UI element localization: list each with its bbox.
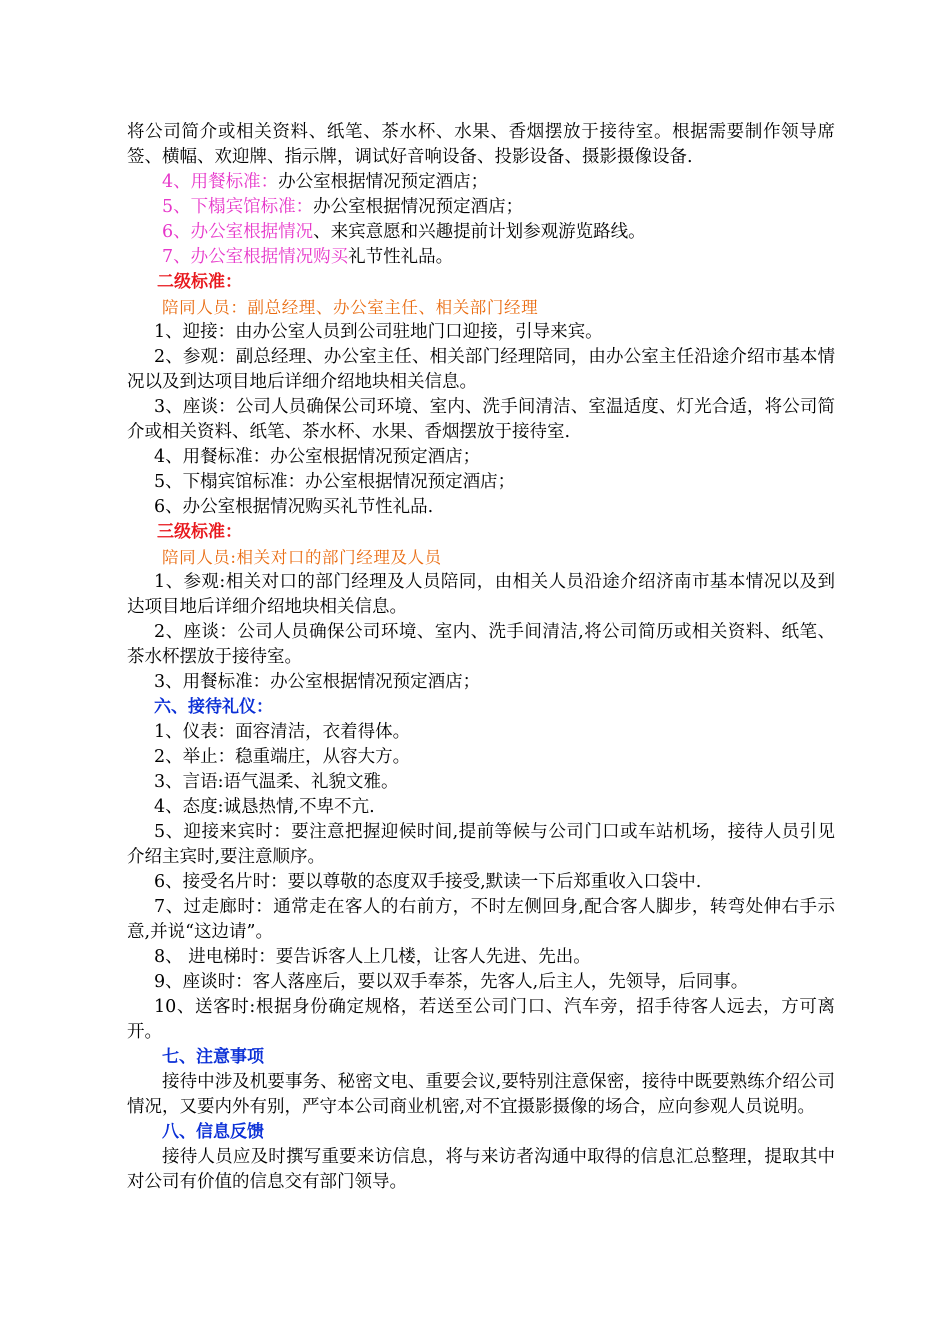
etiquette-item: 6、接受名片时：要以尊敬的态度双手接受,默读一下后郑重收入口袋中. <box>154 872 702 892</box>
document-page <box>127 120 835 1195</box>
level2-item: 6、办公室根据情况购买礼节性礼品. <box>154 497 434 517</box>
level3-heading: 三级标准： <box>157 522 242 542</box>
level2-item: 4、用餐标准：办公室根据情况预定酒店； <box>154 447 481 467</box>
level1-item-6-label: 6、办公室根据情况 <box>162 222 314 242</box>
level2-heading: 二级标准： <box>157 272 242 292</box>
etiquette-item: 4、态度:诚恳热情,不卑不亢. <box>154 797 375 817</box>
section8-text: 接待人员应及时撰写重要来访信息，将与来访者沟通中取得的信息汇总整理，提取其中对公司有价值的信息交有部门领导。 <box>127 1147 835 1192</box>
etiquette-item: 9、座谈时：客人落座后，要以双手奉茶，先客人,后主人，先领导，后同事。 <box>154 972 749 992</box>
level2-escort: 陪同人员：副总经理、办公室主任、相关部门经理 <box>162 298 539 317</box>
level3-item: 3、用餐标准：办公室根据情况预定酒店； <box>154 672 481 692</box>
level1-item-5-text: 办公室根据情况预定酒店； <box>313 197 524 217</box>
level1-item-4 <box>127 170 835 195</box>
level1-item-7 <box>127 245 835 270</box>
level1-item-7-text: 礼节性礼品。 <box>348 247 454 267</box>
etiquette-item: 3、言语:语气温柔、礼貌文雅。 <box>154 772 399 792</box>
section7-text: 接待中涉及机要事务、秘密文电、重要会议,要特别注意保密，接待中既要熟练介绍公司情况，又要内外有别，严守本公司商业机密,对不宜摄影摄像的场合，应向参观人员说明。 <box>127 1072 835 1117</box>
level2-item: 2、参观：副总经理、办公室主任、相关部门经理陪同，由办公室主任沿途介绍市基本情况以及到达项目地后详细介绍地块相关信息。 <box>127 347 835 392</box>
section7-heading: 七、注意事项 <box>162 1047 264 1067</box>
level2-item: 5、下榻宾馆标准：办公室根据情况预定酒店； <box>154 472 516 492</box>
level1-item-7-label: 7、办公室根据情况购买 <box>162 247 349 267</box>
etiquette-item: 5、迎接来宾时：要注意把握迎候时间,提前等候与公司门口或车站机场，接待人员引见介绍主宾时,要注意顺序。 <box>127 822 835 867</box>
etiquette-item: 1、仪表：面容清洁，衣着得体。 <box>154 722 411 742</box>
level1-item-4-label: 4、用餐标准： <box>162 172 279 192</box>
level1-item-5 <box>127 195 835 220</box>
level1-item-5-label: 5、下榻宾馆标准： <box>162 197 314 217</box>
level3-item: 1、参观:相关对口的部门经理及人员陪同，由相关人员沿途介绍济南市基本情况以及到达项目地后详细介绍地块相关信息。 <box>127 572 835 617</box>
etiquette-item: 8、 进电梯时：要告诉客人上几楼，让客人先进、先出。 <box>154 947 591 967</box>
level2-item: 3、座谈：公司人员确保公司环境、室内、洗手间清洁、室温适度、灯光合适，将公司简介或相关资料、纸笔、茶水杯、水果、香烟摆放于接待室. <box>127 397 835 442</box>
etiquette-item: 7、过走廊时：通常走在客人的右前方，不时左侧回身,配合客人脚步，转弯处伸右手示意,并说“这边请”。 <box>127 897 835 942</box>
level1-item-4-text: 办公室根据情况预定酒店； <box>278 172 489 192</box>
level3-escort: 陪同人员:相关对口的部门经理及人员 <box>162 548 442 567</box>
etiquette-item: 10、送客时:根据身份确定规格，若送至公司门口、汽车旁，招手待客人远去，方可离开。 <box>127 997 835 1042</box>
level2-item: 1、迎接：由办公室人员到公司驻地门口迎接，引导来宾。 <box>154 322 603 342</box>
section6-heading: 六、接待礼仪： <box>154 697 273 717</box>
level1-item-6-text: 、来宾意愿和兴趣提前计划参观游览路线。 <box>313 222 646 242</box>
level1-item-6 <box>127 220 835 245</box>
level3-item: 2、座谈：公司人员确保公司环境、室内、洗手间清洁,将公司简历或相关资料、纸笔、茶水杯摆放于接待室。 <box>127 622 835 667</box>
etiquette-item: 2、举止：稳重端庄，从容大方。 <box>154 747 411 767</box>
level1-continued-text: 将公司简介或相关资料、纸笔、茶水杯、水果、香烟摆放于接待室。根据需要制作领导席签、横幅、欢迎牌、指示牌，调试好音响设备、投影设备、摄影摄像设备. <box>127 122 835 167</box>
section8-heading: 八、信息反馈 <box>162 1122 264 1142</box>
